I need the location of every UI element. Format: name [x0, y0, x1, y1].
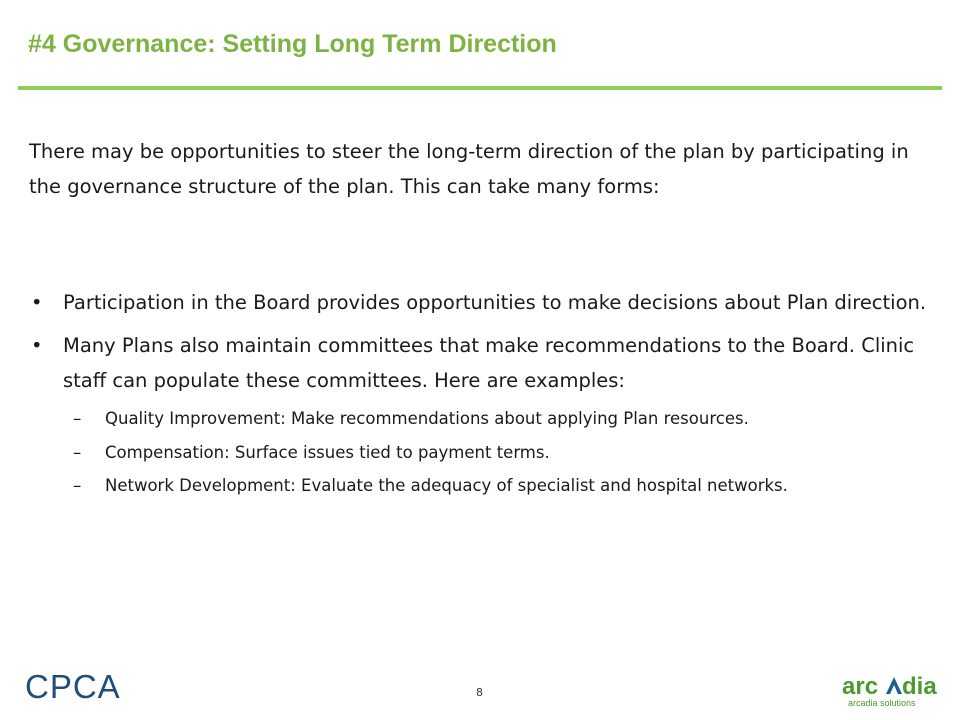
arcadia-logo [840, 670, 945, 710]
arcadia-a-mark [886, 677, 902, 694]
arcadia-logo-graphic [840, 670, 945, 710]
bullet-marker: • [31, 291, 43, 314]
slide-title: #4 Governance: Setting Long Term Direction [28, 30, 557, 58]
dash-marker: – [73, 442, 82, 462]
sub-item-text: Network Development: Evaluate the adequacy of specialist and hospital networks. [105, 476, 788, 495]
svg-text:arc: arc [842, 673, 879, 700]
sub-item-quality [29, 402, 929, 436]
sub-item-compensation [29, 436, 929, 470]
svg-text:dia: dia [902, 673, 937, 700]
bullet-text: Participation in the Board provides opportunities to make decisions about Plan direction. [63, 291, 927, 314]
sub-bullet-list [63, 402, 929, 503]
arcadia-tagline: arcadia solutions [848, 698, 916, 708]
bullet-item-committees [29, 328, 929, 503]
dash-marker: – [73, 476, 82, 495]
page-number: 8 [476, 686, 483, 699]
bullet-text: Many Plans also maintain committees that make recommendations to the Board. Clinic staff can populate these committees. Here are examples: [63, 334, 915, 392]
bullet-item-board [29, 285, 929, 320]
title-divider [18, 86, 942, 90]
bullet-marker: • [31, 334, 43, 357]
sub-item-text: Quality Improvement: Make recommendations about applying Plan resources. [105, 409, 749, 428]
sub-item-network [29, 469, 929, 503]
cpca-logo: CPCA [25, 668, 121, 705]
bullet-list [29, 285, 929, 511]
sub-item-text: Compensation: Surface issues tied to payment terms. [105, 442, 550, 462]
dash-marker: – [73, 409, 82, 428]
intro-paragraph: There may be opportunities to steer the long-term direction of the plan by participating in the governance structure of the plan. This can take many forms: [29, 140, 909, 198]
